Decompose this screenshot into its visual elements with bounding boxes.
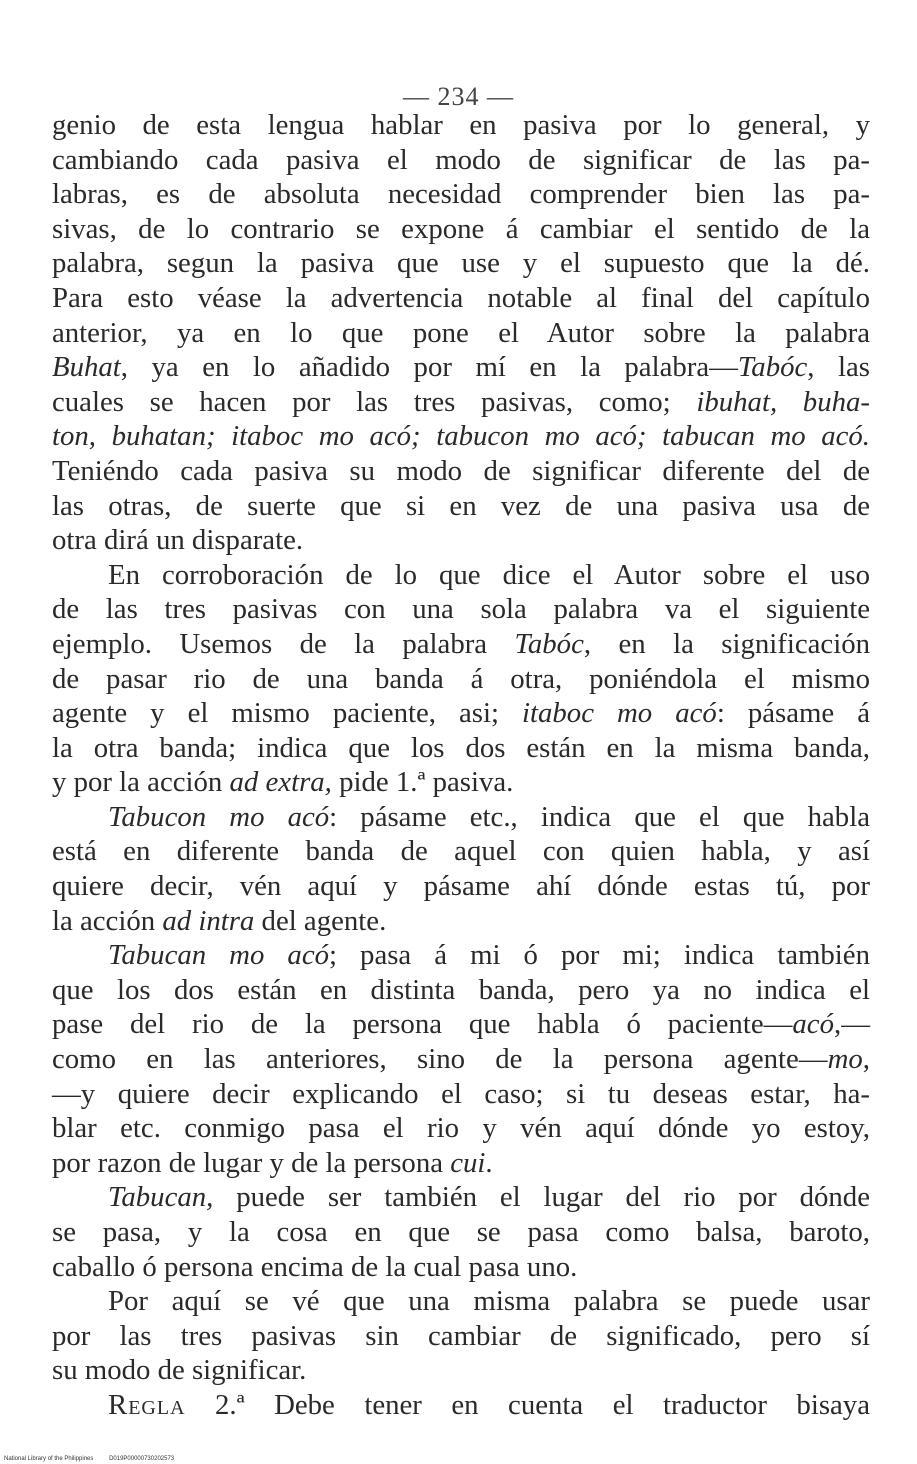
text-line: pase del rio de la persona que habla ó paciente—acó,— xyxy=(52,1008,870,1041)
text-line: la otra banda; indica que los dos están en la misma banda, xyxy=(52,731,870,764)
text-line: Tabucan mo acó; pasa á mi ó por mi; indica también xyxy=(108,939,870,972)
text-line: Por aquí se vé que una misma palabra se puede usar xyxy=(108,1285,870,1318)
text-line: de pasar rio de una banda á otra, poniéndola el mismo xyxy=(52,662,870,695)
page-number: — 234 — xyxy=(403,82,514,111)
text-line: caballo ó persona encima de la cual pasa uno. xyxy=(52,1250,578,1283)
text-line: ejemplo. Usemos de la palabra Tabóc, en la significación xyxy=(52,627,871,660)
text-line: de las tres pasivas con una sola palabra va el siguiente xyxy=(52,593,870,626)
text-line: Tabucan, puede ser también el lugar del rio por dónde xyxy=(108,1181,870,1214)
text-line: —y quiere decir explicando el caso; si tu deseas estar, ha- xyxy=(52,1077,870,1110)
text-line: otra dirá un disparate. xyxy=(52,524,304,557)
text-line: las otras, de suerte que si en vez de una pasiva usa de xyxy=(52,489,870,522)
library-footer xyxy=(4,1456,188,1462)
text-line: Buhat, ya en lo añadido por mí en la palabra—Tabóc, las xyxy=(52,351,870,384)
text-line: Regla 2.ª Debe tener en cuenta el traductor bisaya xyxy=(108,1388,870,1421)
library-name: National Library of the Philippines xyxy=(4,1456,94,1462)
text-line: labras, es de absoluta necesidad comprender bien las pa- xyxy=(52,178,870,211)
text-line: que los dos están en distinta banda, pero ya no indica el xyxy=(52,973,870,1006)
text-line: cambiando cada pasiva el modo de significar de las pa- xyxy=(52,143,870,176)
text-line: por razon de lugar y de la persona cui. xyxy=(52,1146,493,1179)
document-code: D019P00000730202573 xyxy=(109,1456,175,1462)
text-line: está en diferente banda de aquel con quien habla, y así xyxy=(52,835,870,868)
text-line: su modo de significar. xyxy=(52,1354,307,1387)
text-line: Teniéndo cada pasiva su modo de significar diferente del de xyxy=(52,454,870,487)
text-line: quiere decir, vén aquí y pásame ahí dónde estas tú, por xyxy=(52,870,870,903)
text-line: genio de esta lengua hablar en pasiva por lo general, y xyxy=(52,109,870,141)
text-line: En corroboración de lo que dice el Autor sobre el uso xyxy=(108,558,870,591)
body-text xyxy=(52,108,870,1423)
text-line: por las tres pasivas sin cambiar de significado, pero sí xyxy=(52,1319,870,1352)
text-line: agente y el mismo paciente, asi; itaboc mo acó: pásame á xyxy=(52,697,870,730)
text-line: Para esto véase la advertencia notable al final del capítulo xyxy=(52,281,870,314)
text-line: como en las anteriores, sino de la persona agente—mo, xyxy=(52,1043,870,1076)
text-line: blar etc. conmigo pasa el rio y vén aquí dónde yo estoy, xyxy=(52,1112,870,1145)
text-line: se pasa, y la cosa en que se pasa como balsa, baroto, xyxy=(52,1216,870,1248)
text-line: y por la acción ad extra, pide 1.ª pasiva. xyxy=(52,766,514,799)
text-line: palabra, segun la pasiva que use y el supuesto que la dé. xyxy=(52,247,870,280)
text-line: Tabucon mo acó: pásame etc., indica que el que habla xyxy=(108,800,870,833)
text-line: anterior, ya en lo que pone el Autor sobre la palabra xyxy=(52,316,870,349)
text-line: cuales se hacen por las tres pasivas, como; ibuhat, buha- xyxy=(52,385,870,418)
text-line: la acción ad intra del agente. xyxy=(52,904,387,937)
text-line: sivas, de lo contrario se expone á cambiar el sentido de la xyxy=(52,212,870,245)
text-line: ton, buhatan; itaboc mo acó; tabucon mo acó; tabucan mo acó. xyxy=(52,420,870,453)
